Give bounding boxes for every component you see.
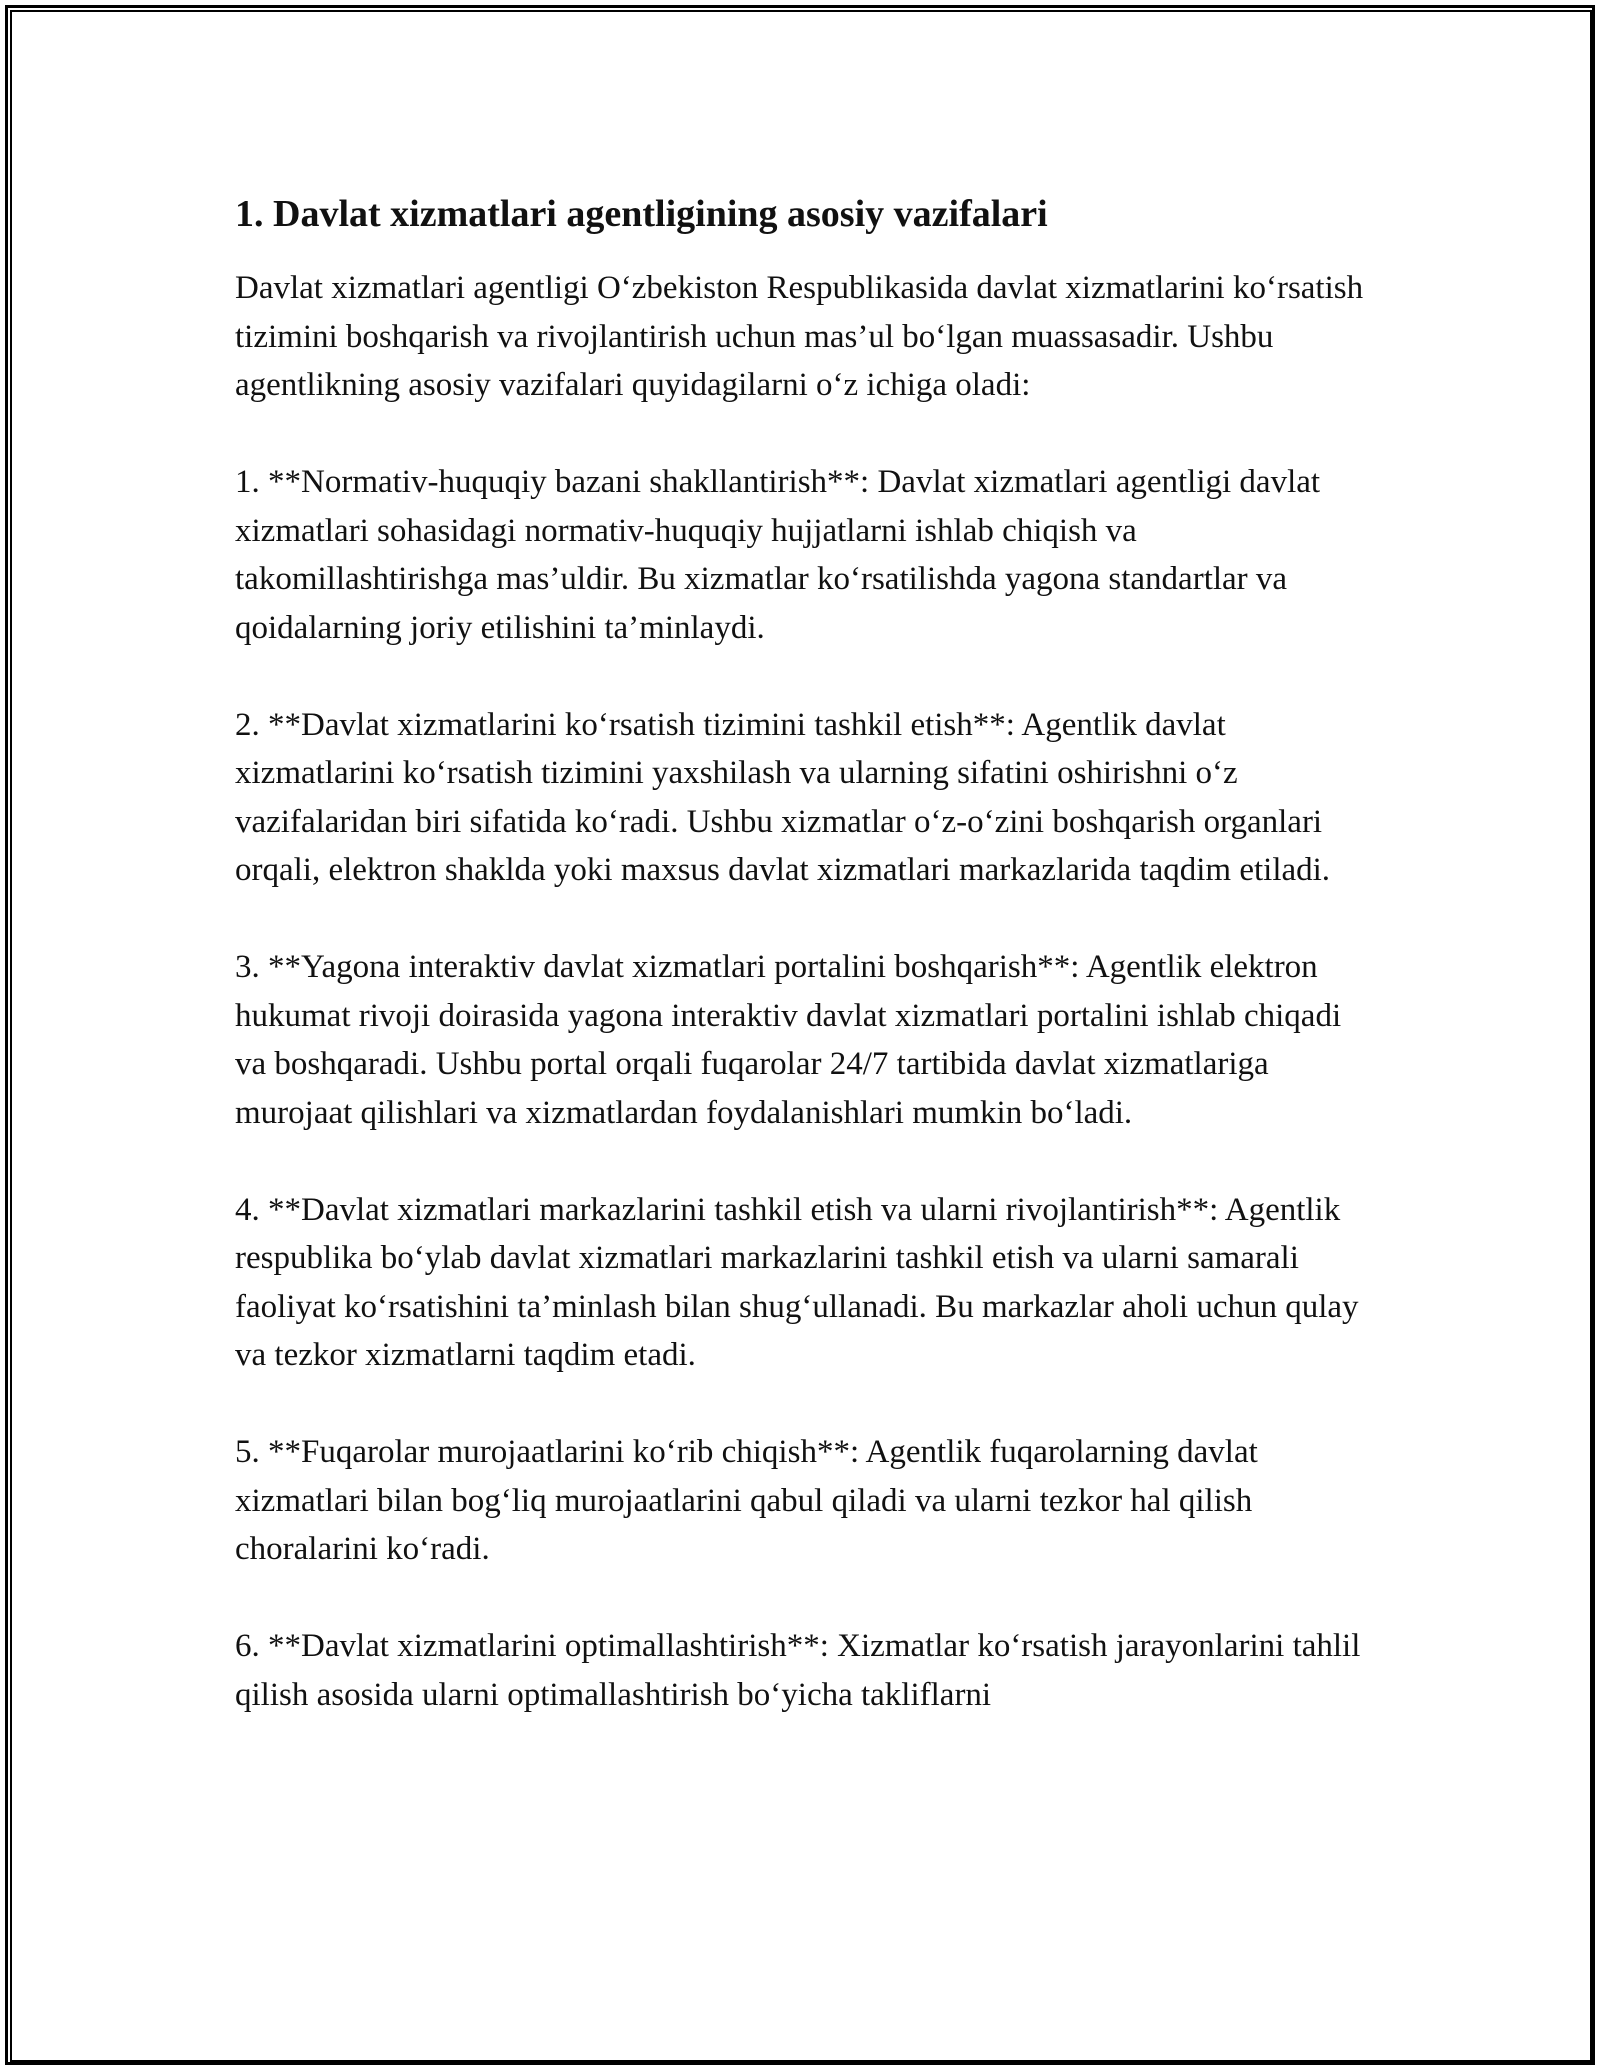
list-item-6: 6. **Davlat xizmatlarini optimallashtirish**: Xizmatlar ko‘rsatish jarayonlarini tahlil qilish asosida ularni optimallashtirish bo‘yicha takliflarni: [235, 1628, 1361, 1713]
intro-paragraph: Davlat xizmatlari agentligi O‘zbekiston Respublikasida davlat xizmatlarini ko‘rsatish tizimini boshqarish va rivojlantirish uchun mas’ul bo‘lgan muassasadir. Ushbu agentlikning asosiy vazifalari quyidagilarni o‘z ichiga oladi:: [235, 270, 1364, 403]
list-item-5: 5. **Fuqarolar murojaatlarini ko‘rib chiqish**: Agentlik fuqarolarning davlat xizmatlari bilan bog‘liq murojaatlarini qabul qiladi va ularni tezkor hal qilish choralarini ko‘radi.: [235, 1434, 1258, 1567]
list-item-4: 4. **Davlat xizmatlari markazlarini tashkil etish va ularni rivojlantirish**: Agentlik respublika bo‘ylab davlat xizmatlari markazlarini tashkil etish va ularni samarali faoliyat ko‘rsatishini ta’minlash bilan shug‘ullanadi. Bu markazlar aholi uchun qulay va tezkor xizmatlarni taqdim etadi.: [235, 1191, 1359, 1373]
document-title: 1. Davlat xizmatlari agentligining asosiy vazifalari: [235, 193, 1048, 235]
document-body: [235, 188, 1375, 1768]
list-item-3: 3. **Yagona interaktiv davlat xizmatlari portalini boshqarish**: Agentlik elektron hukumat rivoji doirasida yagona interaktiv davlat xizmatlari portalini ishlab chiqadi va boshqaradi. Ushbu portal orqali fuqarolar 24/7 tartibida davlat xizmatlariga murojaat qilishlari va xizmatlardan foydalanishlari mumkin bo‘ladi.: [235, 949, 1342, 1131]
list-item-2: 2. **Davlat xizmatlarini ko‘rsatish tizimini tashkil etish**: Agentlik davlat xizmatlarini ko‘rsatish tizimini yaxshilash va ularning sifatini oshirishni o‘z vazifalaridan biri sifatida ko‘radi. Ushbu xizmatlar o‘z-o‘zini boshqarish organlari orqali, elektron shaklda yoki maxsus davlat xizmatlari markazlarida taqdim etiladi.: [235, 706, 1331, 888]
list-item-1: 1. **Normativ-huquqiy bazani shakllantirish**: Davlat xizmatlari agentligi davlat xizmatlari sohasidagi normativ-huquqiy hujjatlarni ishlab chiqish va takomillashtirishga mas’uldir. Bu xizmatlar ko‘rsatilishda yagona standartlar va qoidalarning joriy etilishini ta’minlaydi.: [235, 464, 1321, 646]
